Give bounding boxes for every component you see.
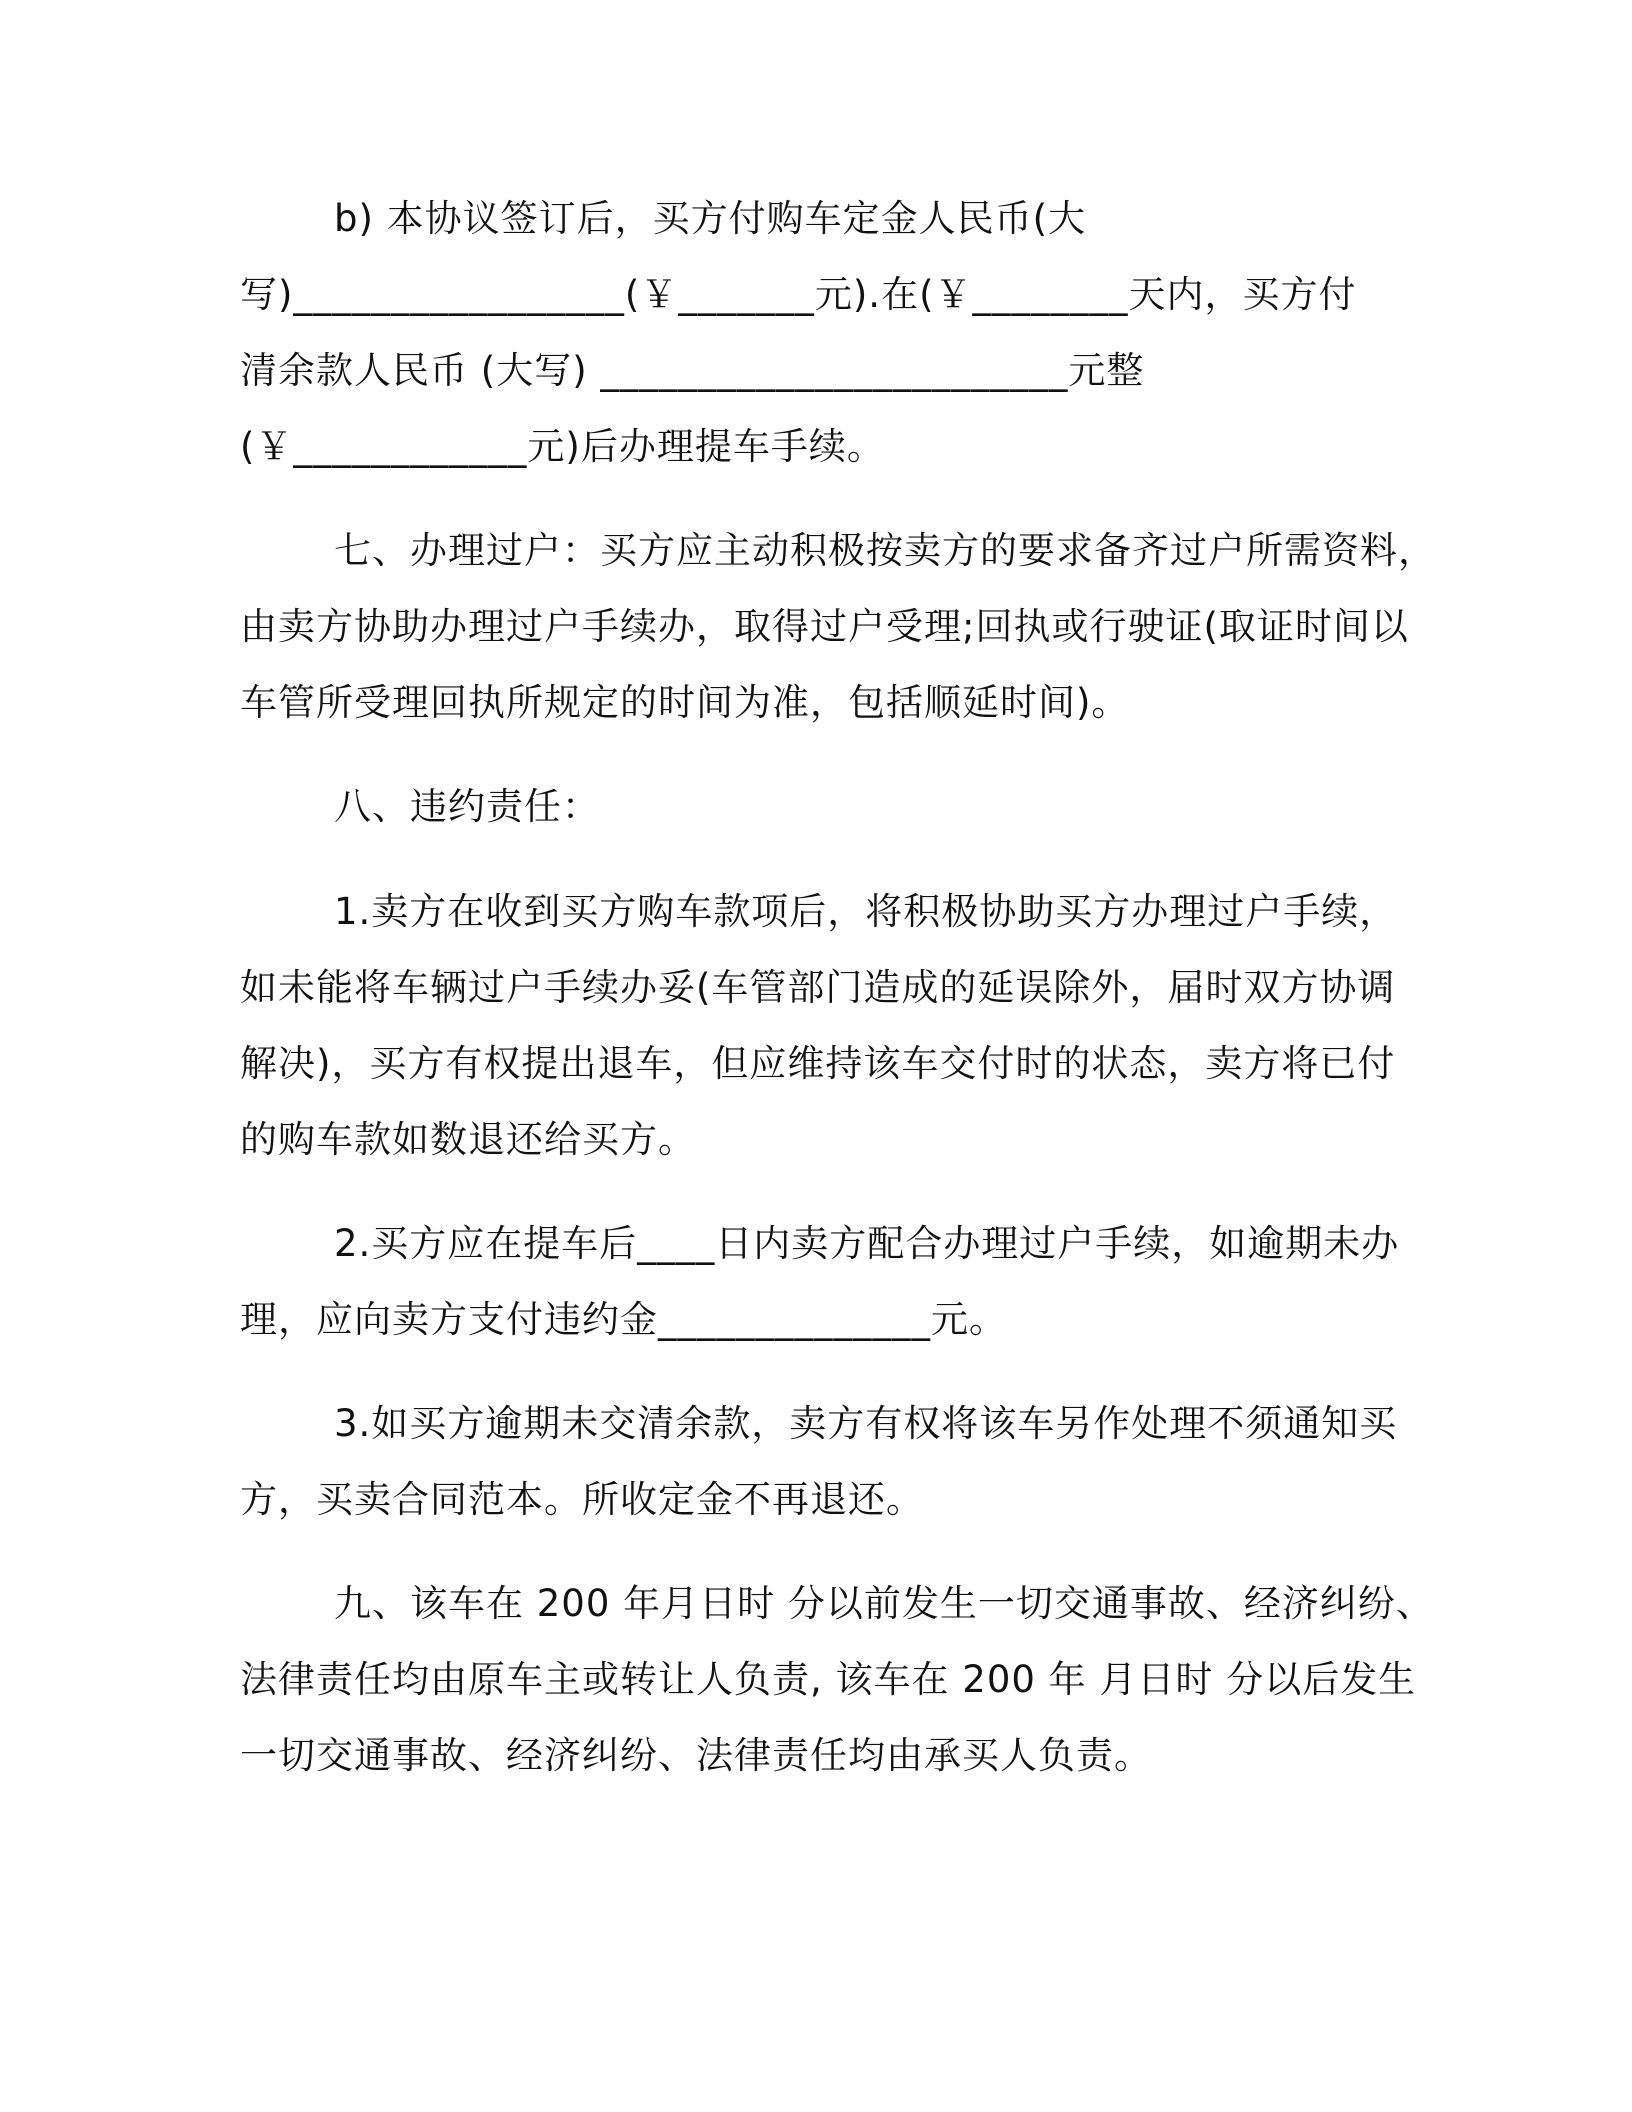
text-line: 理，应向卖方支付违约金______________元。 — [240, 1298, 1007, 1341]
text-line: 九、该车在 200 年月日时 分以前发生一切交通事故、经济纠纷、 — [334, 1582, 1434, 1625]
text-line: b) 本协议签订后，买方付购车定金人民币(大 — [334, 197, 1087, 240]
text-line: 的购车款如数退还给买方。 — [240, 1118, 696, 1161]
text-line: 2.买方应在提车后____日内卖方配合办理过户手续，如逾期未办 — [334, 1222, 1400, 1265]
text-line: (￥____________元)后办理提车手续。 — [240, 425, 885, 468]
section-heading: 八、违约责任： — [334, 785, 600, 828]
text-line: 一切交通事故、经济纠纷、法律责任均由承买人负责。 — [240, 1734, 1152, 1777]
text-line: 七、办理过户：买方应主动积极按卖方的要求备齐过户所需资料， — [334, 529, 1436, 572]
text-line: 如未能将车辆过户手续办妥(车管部门造成的延误除外，届时双方协调 — [240, 966, 1396, 1009]
text-line: 解决)，买方有权提出退车，但应维持该车交付时的状态，卖方将已付 — [240, 1042, 1396, 1085]
text-line: 法律责任均由原车主或转让人负责, 该车在 200 年 月日时 分以后发生 — [240, 1658, 1417, 1701]
text-line: 由卖方协助办理过户手续办，取得过户受理;回执或行驶证(取证时间以 — [240, 605, 1409, 648]
text-line: 3.如买方逾期未交清余款，卖方有权将该车另作处理不须通知买 — [334, 1402, 1398, 1445]
text-line: 1.卖方在收到买方购车款项后，将积极协助买方办理过户手续， — [334, 890, 1398, 933]
text-line: 方，买卖合同范本。所收定金不再退还。 — [240, 1478, 924, 1521]
text-line: 清余款人民币 (大写) ________________________元整 — [240, 349, 1145, 392]
text-line: 写)_________________(￥_______元).在(￥________天内，买方付 — [240, 273, 1357, 316]
text-line: 车管所受理回执所规定的时间为准，包括顺延时间)。 — [240, 681, 1130, 724]
